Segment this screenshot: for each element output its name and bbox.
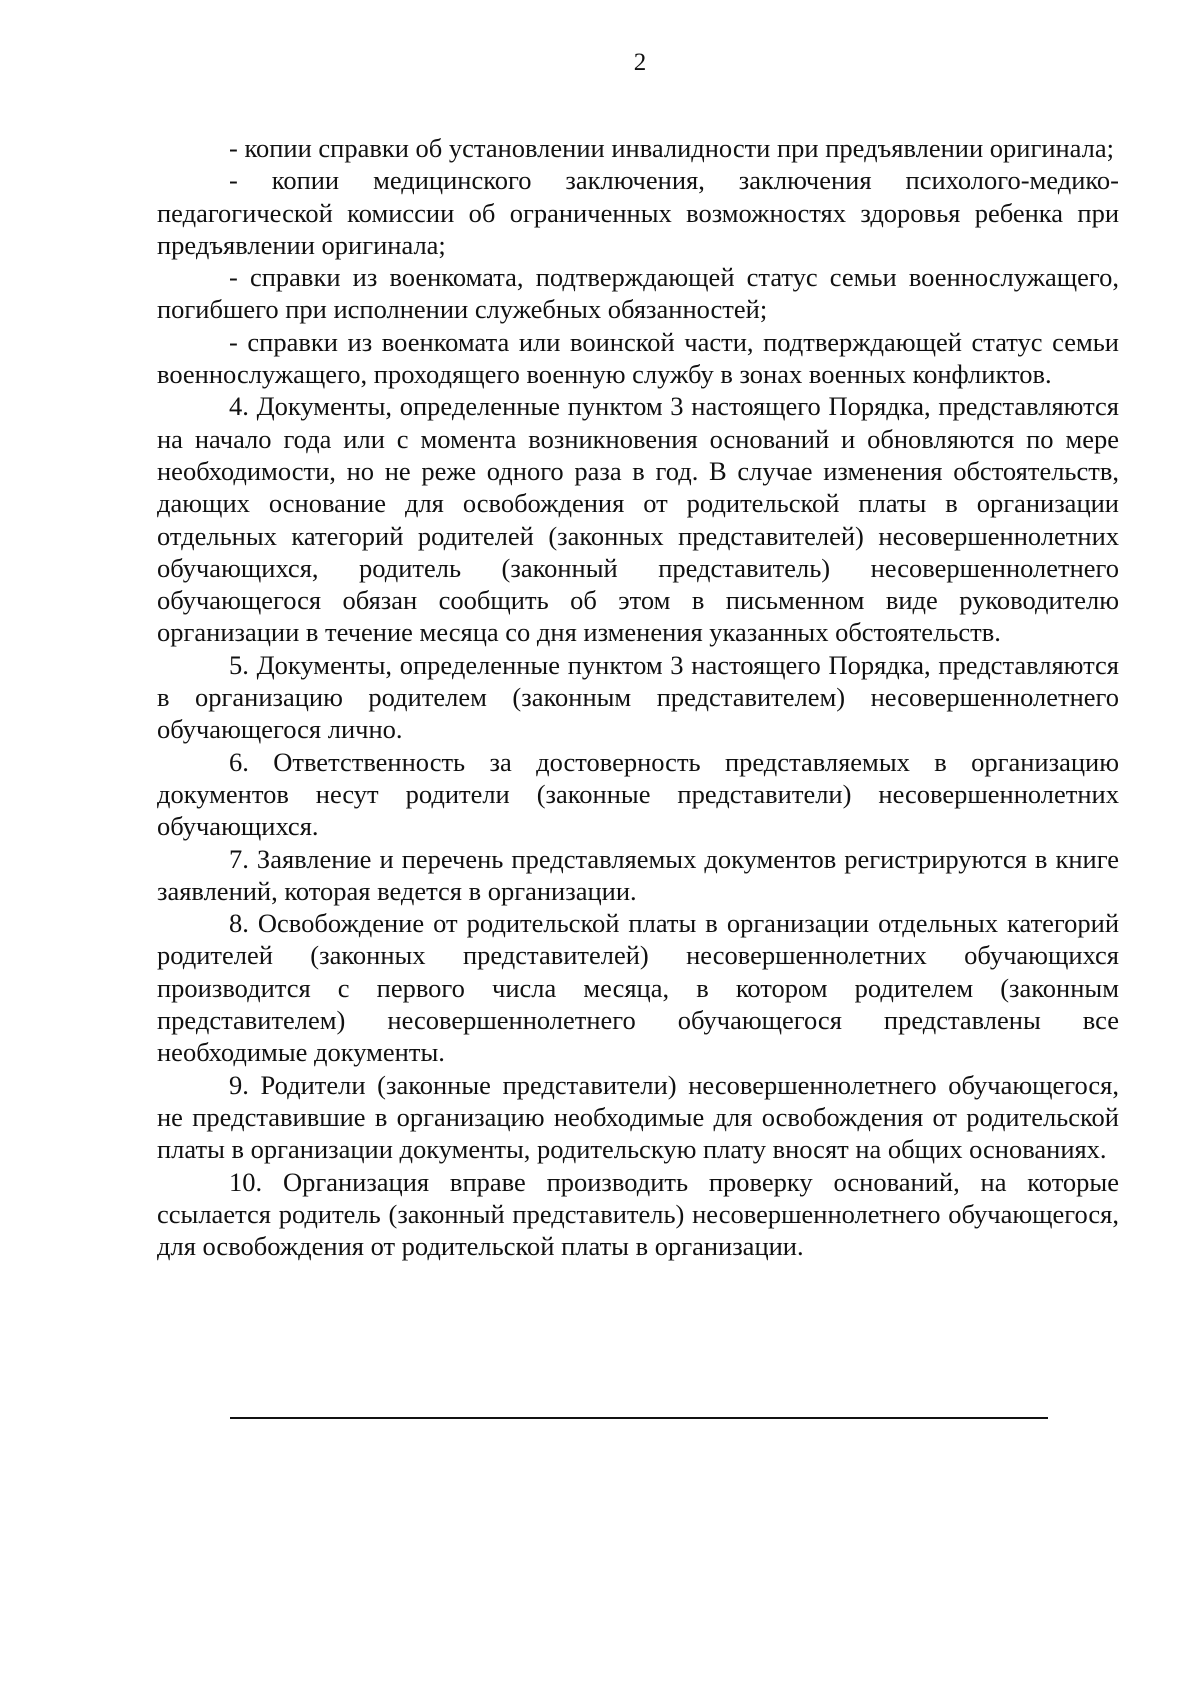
list-item-medical-conclusion: - копии медицинского заключения, заключения психолого-медико-педагогической комиссии об ограниченных возможностях здоровья ребенка при предъявлении оригинала; (157, 165, 1119, 260)
clause-5: 5. Документы, определенные пунктом 3 настоящего Порядка, представляются в организацию родителем (законным представителем) несовершеннолетнего обучающегося лично. (157, 649, 1119, 745)
clause-6: 6. Ответственность за достоверность представляемых в организацию документов несут родители (законные представители) несовершеннолетних обучающихся. (157, 746, 1119, 842)
clause-9: 9. Родители (законные представители) несовершеннолетнего обучающегося, не представившие в организацию необходимые для освобождения от родительской платы в организации документы, родительскую плату вносят на общих основаниях. (157, 1069, 1119, 1165)
list-item-military-conflict: - справки из военкомата или воинской части, подтверждающей статус семьи военнослужащего, проходящего военную службу в зонах военных конфликтов. (157, 326, 1119, 390)
list-item-disability-certificate: - копии справки об установлении инвалидности при предъявлении оригинала; (229, 133, 1115, 163)
clause-10: 10. Организация вправе производить проверку оснований, на которые ссылается родитель (законный представитель) несовершеннолетнего обучающегося, для освобождения от родительской платы в организации. (157, 1166, 1119, 1262)
document-body (157, 132, 1119, 1262)
end-of-document-rule (230, 1417, 1048, 1419)
page-number: 2 (633, 49, 647, 76)
clause-7: 7. Заявление и перечень представляемых документов регистрируются в книге заявлений, которая ведется в организации. (157, 843, 1119, 906)
clause-4: 4. Документы, определенные пунктом 3 настоящего Порядка, представляются на начало года или с момента возникновения оснований и обновляются по мере необходимости, но не реже одного раза в год. В случае изменения обстоятельств, дающих основание для освобождения от родительской платы в организации отдельных категорий родителей (законных представителей) несовершеннолетних обучающихся, родитель (законный представитель) несовершеннолетнего обучающегося обязан сообщить об этом в письменном виде руководителю организации в течение месяца со дня изменения указанных обстоятельств. (157, 391, 1119, 648)
list-item-military-deceased: - справки из военкомата, подтверждающей статус семьи военнослужащего, погибшего при исполнении служебных обязанностей; (157, 262, 1119, 325)
clause-8: 8. Освобождение от родительской платы в организации отдельных категорий родителей (законных представителей) несовершеннолетних обучающихся производится с первого числа месяца, в котором родителем (законным представителем) несовершеннолетнего обучающегося представлены все необходимые документы. (157, 908, 1119, 1068)
